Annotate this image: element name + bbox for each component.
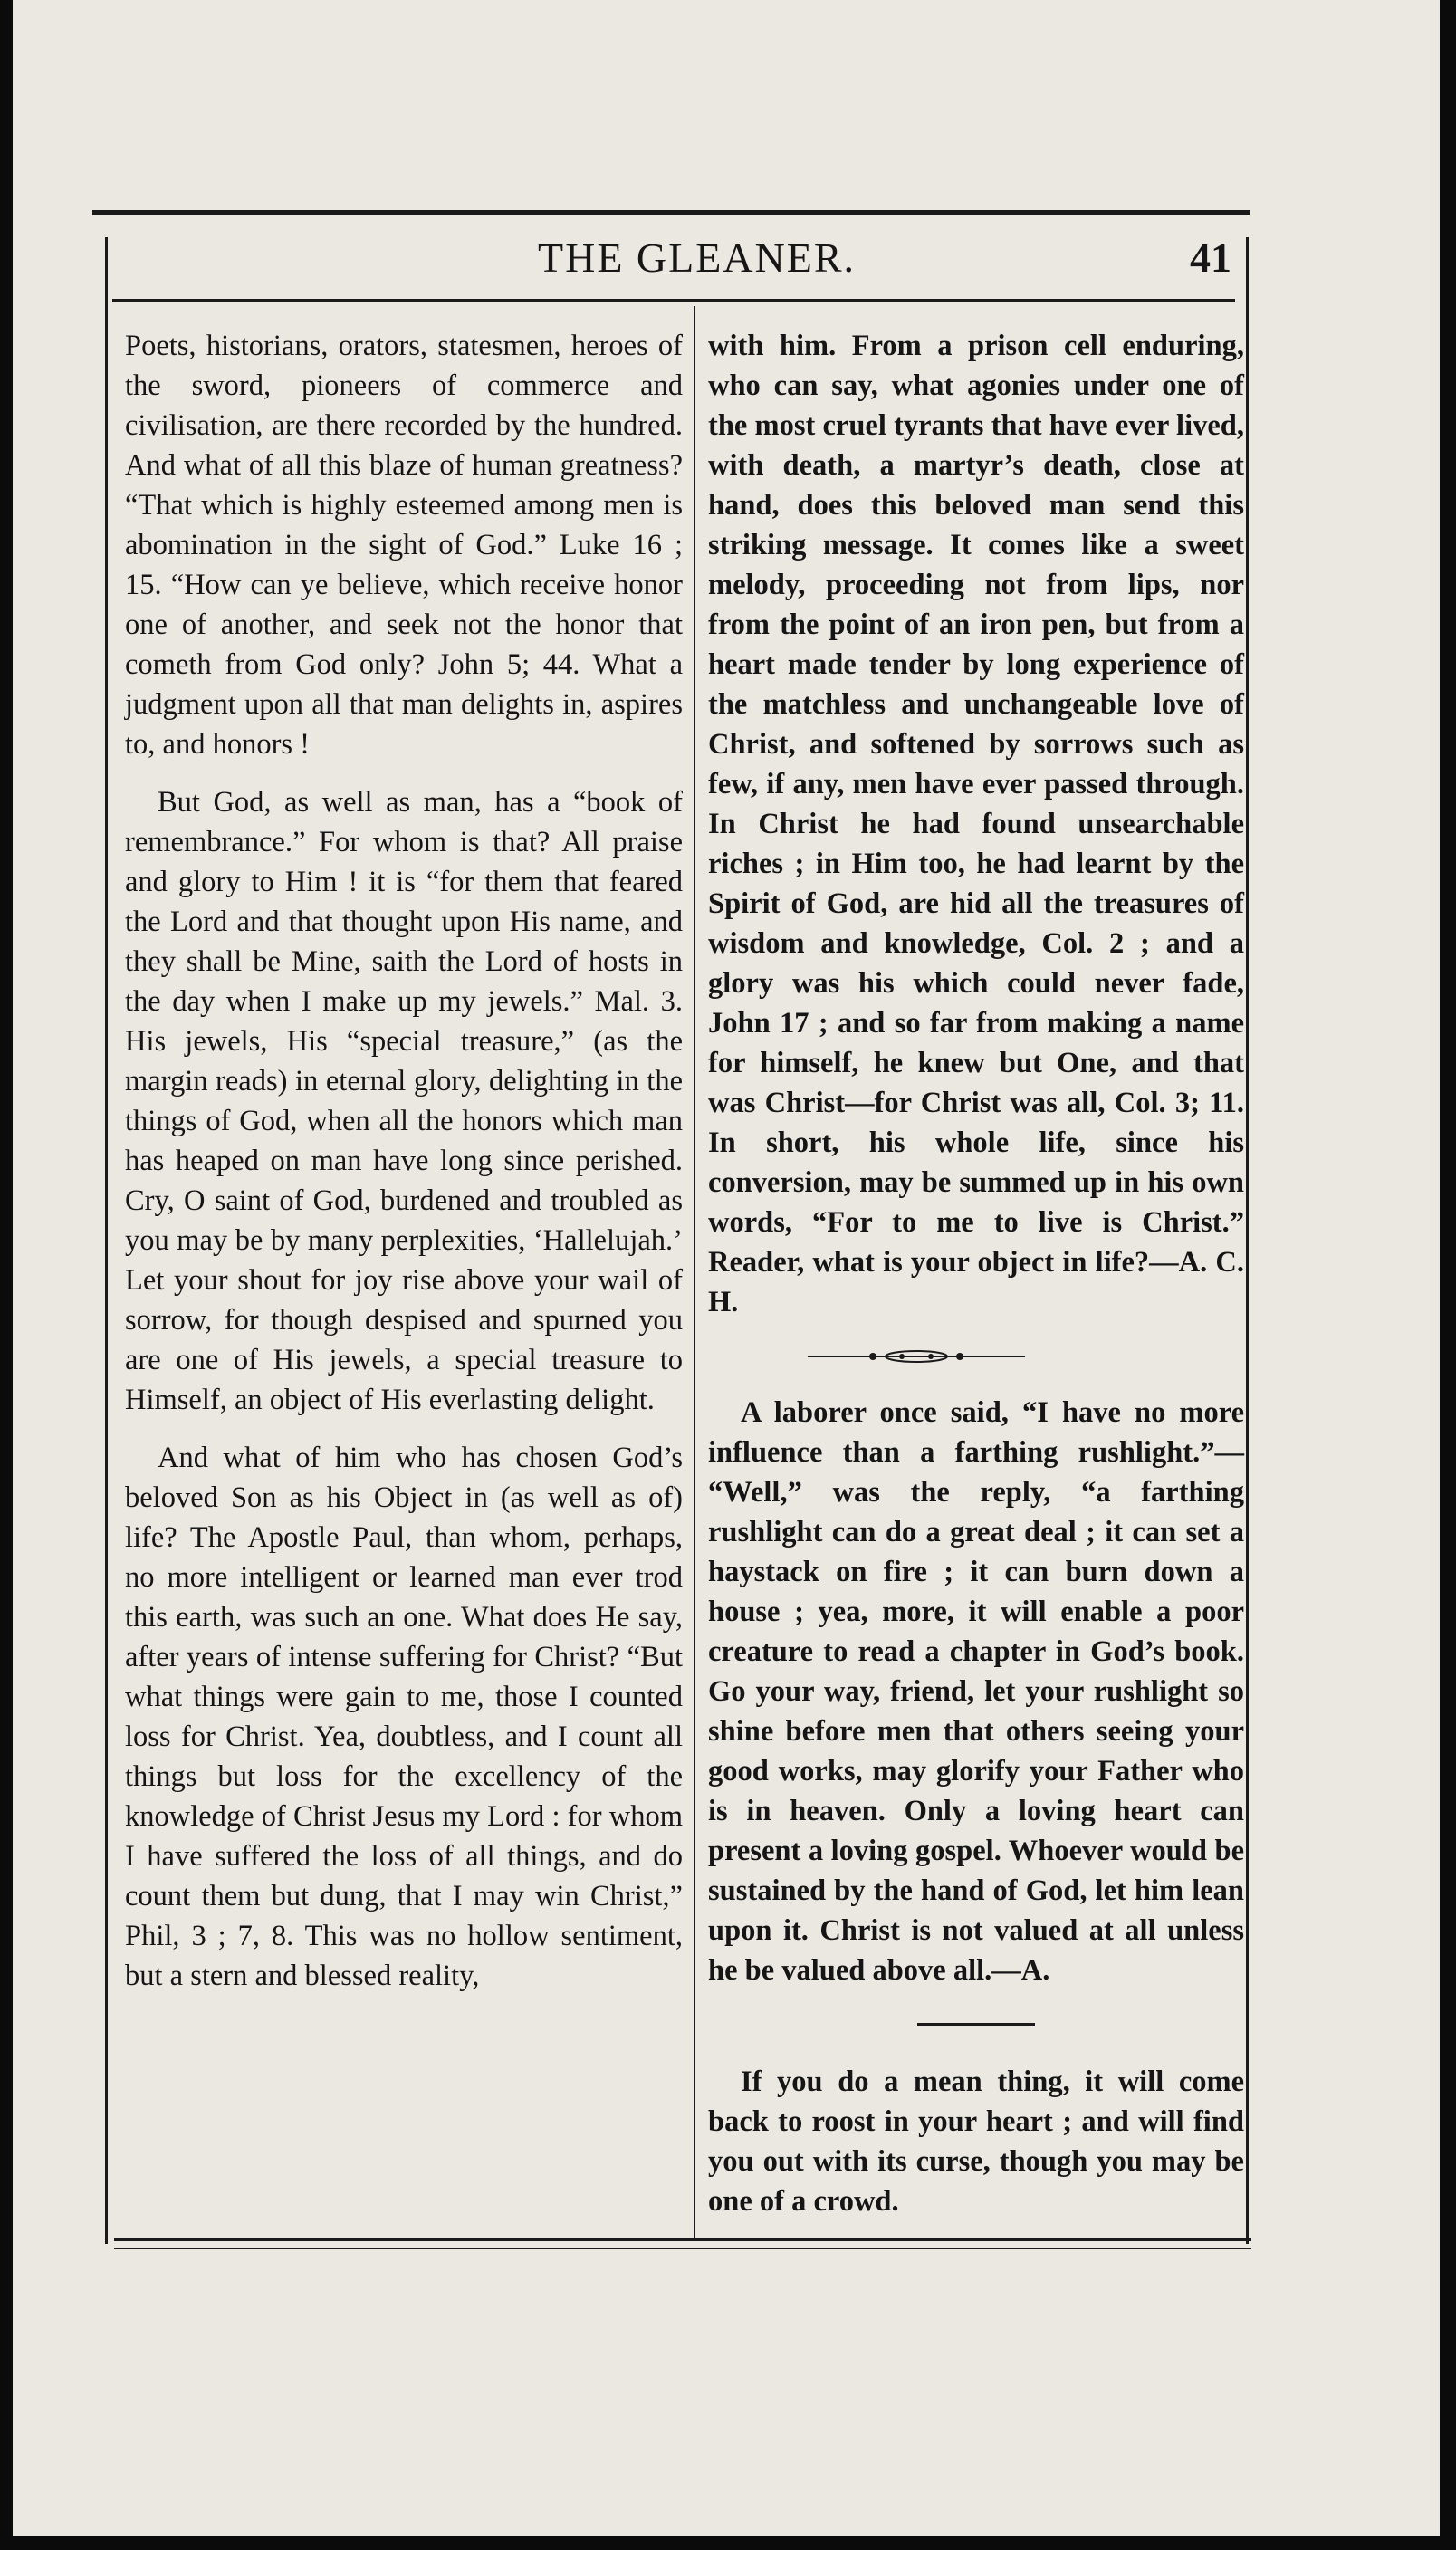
right-border-rule bbox=[1246, 237, 1249, 2244]
paragraph-rushlight: A laborer once said, “I have no more influence than a farthing rushlight.”— “Well,” was the reply, “a farthing rushlight can do a great deal ; it can set a haystack on fire ; it can burn down a house ; yea, more, it will enable a poor creature to read a chapter in God’s book. Go your way, friend, let your rushlight so shine before men that others seeing your good works, may glorify your Father who is in heaven. Only a loving heart can present a loving gospel. Whoever would be sustained by the hand of God, let him lean upon it. Christ is not valued at all unless he be valued above all.—A. bbox=[708, 1396, 1244, 1987]
paragraph-greatness: Poets, historians, orators, statesmen, heroes of the sword, pioneers of commerce and civilisation, are there recorded by the hundred. And what of all this blaze of human greatness? “That which is highly esteemed among men is abomination in the sight of God.” Luke 16 ; 15. “How can ye believe, which receive honor one of another, and seek not the honor that cometh from God only? John 5; 44. What a judgment upon all that man delights in, aspires to, and honors ! bbox=[125, 330, 683, 761]
paragraph-continued: with him. From a prison cell enduring, who can say, what agonies under one of the most cruel tyrants that have ever lived, with death, a martyr’s death, close at hand, does this beloved man send this striking message. It comes like a sweet melody, proceeding not from lips, nor from the point of an iron pen, but from a heart made tender by long experience of the matchless and unchangeable love of Christ, and softened by sorrows such as few, if any, men have ever passed through. In Christ he had found unsearchable riches ; in Him too, he had learnt by the Spirit of God, are hid all the treasures of wisdom and knowledge, Col. 2 ; and a glory was his which could never fade, John 17 ; and so far from making a name for himself, he knew but One, and that was Christ—for Christ was all, Col. 3; 11. In short, his whole life, since his conversion, may be summed up in his own words, “For to me to live is Christ.” Reader, what is your object in life?—A. C. H. bbox=[708, 330, 1244, 1318]
right-column bbox=[708, 326, 1244, 2239]
ornament-icon bbox=[808, 1346, 1025, 1367]
bottom-rule-secondary bbox=[114, 2248, 1251, 2249]
bottom-rule bbox=[114, 2238, 1251, 2241]
column-divider bbox=[694, 306, 695, 2240]
page-number: 41 bbox=[1190, 235, 1231, 281]
left-border-rule bbox=[105, 237, 108, 2244]
paragraph-book-of-remembrance: But God, as well as man, has a “book of remembrance.” For whom is that? All praise and glory to Him ! it is “for them that feared the Lord and that thought upon His name, and they shall be Mine, saith the Lord of hosts in the day when I make up my jewels.” Mal. 3. His jewels, His “special treasure,” (as the margin reads) in eternal glory, delighting in the things of God, when all the honors which man has heaped on man have long since perished. Cry, O saint of God, burdened and troubled as you may be by many perplexities, ‘Hallelujah.’ Let your shout for joy rise above your wail of sorrow, for though despised and spurned you are one of His jewels, a special treasure to Himself, an object of His everlasting delight. bbox=[125, 786, 683, 1416]
ornament-divider bbox=[708, 1340, 1244, 1373]
paragraph-object-in-life: And what of him who has chosen God’s beloved Son as his Object in (as well as of) life? The Apostle Paul, than whom, perhaps, no more intelligent or learned man ever trod this earth, was such an one. What does He say, after years of intense suffering for Christ? “But what things were gain to me, those I counted loss for Christ. Yea, doubtless, and I count all things but loss for the excellency of the knowledge of Christ Jesus my Lord : for whom I have suffered the loss of all things, and do count them but dung, that I may win Christ,” Phil, 3 ; 7, 8. This was no hollow sentiment, but a stern and blessed reality, bbox=[125, 1442, 683, 1992]
paragraph-mean-thing: If you do a mean thing, it will come back to roost in your heart ; and will find you out with its curse, though you may be one of a crowd. bbox=[708, 2066, 1244, 2218]
left-column bbox=[125, 326, 683, 2014]
short-divider-rule bbox=[917, 2023, 1035, 2026]
header-rule bbox=[112, 299, 1235, 302]
top-rule bbox=[92, 210, 1250, 215]
page-sheet bbox=[13, 0, 1440, 2536]
running-head-title: THE GLEANER. bbox=[538, 235, 857, 281]
